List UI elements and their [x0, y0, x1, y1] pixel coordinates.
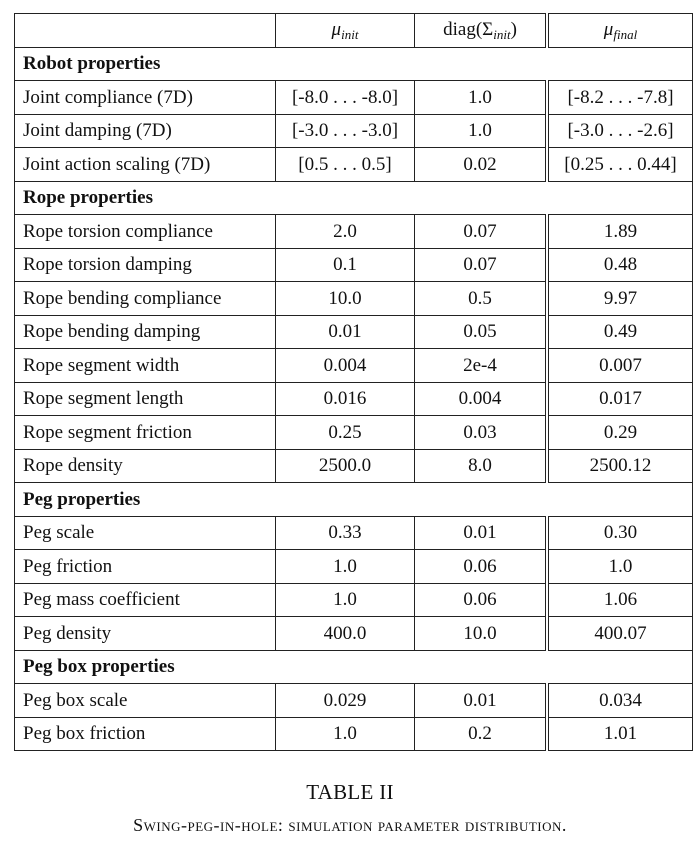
mu-init-cell: [-3.0 . . . -3.0] [276, 114, 415, 148]
table-row [15, 717, 693, 751]
header-mu-final: $\mu_{final}$ [547, 14, 693, 48]
table-row [15, 550, 693, 584]
mu-init-cell: [-8.0 . . . -8.0] [276, 81, 415, 115]
header-row [15, 14, 693, 48]
mu-init-cell: 1.0 [276, 717, 415, 751]
section-title: Rope properties [15, 181, 693, 215]
parameter-name-cell: Peg density [15, 617, 276, 651]
table-row [15, 315, 693, 349]
table-row [15, 81, 693, 115]
mu-final-cell: 1.0 [547, 550, 693, 584]
table-row [15, 382, 693, 416]
table-row [15, 215, 693, 249]
parameter-name-cell: Peg box friction [15, 717, 276, 751]
diag-sigma-init-cell: 0.03 [415, 416, 548, 450]
mu-init-cell: 0.016 [276, 382, 415, 416]
mu-final-cell: 0.017 [547, 382, 693, 416]
table-caption-text: Swing-peg-in-hole: simulation parameter distribution. [133, 815, 567, 835]
table-row [15, 248, 693, 282]
mu-init-cell: 2.0 [276, 215, 415, 249]
mu-init-cell: 0.029 [276, 684, 415, 718]
mu-init-cell: 0.1 [276, 248, 415, 282]
section-header-row [15, 483, 693, 517]
diag-sigma-init-cell: 0.07 [415, 248, 548, 282]
section-title: Robot properties [15, 47, 693, 81]
mu-init-cell: 0.25 [276, 416, 415, 450]
diag-sigma-init-cell: 0.06 [415, 550, 548, 584]
mu-final-cell: 0.30 [547, 516, 693, 550]
mu-init-cell: 0.33 [276, 516, 415, 550]
parameter-name-cell: Rope bending compliance [15, 282, 276, 316]
table-row [15, 516, 693, 550]
mu-final-cell: [-3.0 . . . -2.6] [547, 114, 693, 148]
diag-sigma-init-cell: 0.004 [415, 382, 548, 416]
diag-sigma-init-cell: 2e-4 [415, 349, 548, 383]
parameter-name-cell: Rope segment length [15, 382, 276, 416]
mu-final-cell: 400.07 [547, 617, 693, 651]
diag-sigma-init-cell: 8.0 [415, 449, 548, 483]
mu-init-cell: 0.01 [276, 315, 415, 349]
diag-sigma-init-cell: 0.5 [415, 282, 548, 316]
parameter-name-cell: Joint compliance (7D) [15, 81, 276, 115]
mu-final-cell: 1.89 [547, 215, 693, 249]
mu-init-cell: 2500.0 [276, 449, 415, 483]
mu-final-cell: 0.49 [547, 315, 693, 349]
mu-init-cell: 1.0 [276, 550, 415, 584]
diag-sigma-init-cell: 0.01 [415, 516, 548, 550]
parameter-name-cell: Rope segment width [15, 349, 276, 383]
parameter-name-cell: Rope segment friction [15, 416, 276, 450]
table-row [15, 583, 693, 617]
parameter-name-cell: Rope torsion damping [15, 248, 276, 282]
mu-init-cell: [0.5 . . . 0.5] [276, 148, 415, 182]
parameter-name-cell: Rope torsion compliance [15, 215, 276, 249]
table-row [15, 684, 693, 718]
mu-final-cell: [-8.2 . . . -7.8] [547, 81, 693, 115]
diag-sigma-init-cell: 10.0 [415, 617, 548, 651]
mu-final-cell: [0.25 . . . 0.44] [547, 148, 693, 182]
parameter-name-cell: Peg scale [15, 516, 276, 550]
parameter-name-cell: Peg mass coefficient [15, 583, 276, 617]
table-row [15, 114, 693, 148]
mu-final-cell: 0.29 [547, 416, 693, 450]
mu-init-cell: 10.0 [276, 282, 415, 316]
diag-sigma-init-cell: 0.07 [415, 215, 548, 249]
diag-sigma-init-cell: 0.06 [415, 583, 548, 617]
diag-sigma-init-cell: 0.01 [415, 684, 548, 718]
diag-sigma-init-cell: 1.0 [415, 114, 548, 148]
table-row [15, 416, 693, 450]
diag-sigma-init-cell: 1.0 [415, 81, 548, 115]
diag-sigma-init-cell: 0.02 [415, 148, 548, 182]
mu-final-cell: 9.97 [547, 282, 693, 316]
table-caption-label: TABLE II [306, 780, 394, 804]
mu-init-cell: 400.0 [276, 617, 415, 651]
section-title: Peg properties [15, 483, 693, 517]
table-body [15, 47, 693, 751]
mu-final-cell: 1.06 [547, 583, 693, 617]
mu-final-cell: 1.01 [547, 717, 693, 751]
mu-init-cell: 0.004 [276, 349, 415, 383]
parameter-name-cell: Peg friction [15, 550, 276, 584]
section-header-row [15, 650, 693, 684]
parameter-name-cell: Rope bending damping [15, 315, 276, 349]
header-empty-cell [15, 14, 276, 48]
header-diag-sigma-init: $diag(\Sigma_{init})$ [415, 14, 548, 48]
table-row [15, 349, 693, 383]
mu-final-cell: 0.48 [547, 248, 693, 282]
parameter-name-cell: Joint action scaling (7D) [15, 148, 276, 182]
section-title: Peg box properties [15, 650, 693, 684]
header-mu-init: $\mu_{init}$ [276, 14, 415, 48]
diag-sigma-init-cell: 0.2 [415, 717, 548, 751]
parameter-name-cell: Joint damping (7D) [15, 114, 276, 148]
mu-final-cell: 2500.12 [547, 449, 693, 483]
diag-sigma-init-cell: 0.05 [415, 315, 548, 349]
section-header-row [15, 181, 693, 215]
table-row [15, 148, 693, 182]
parameter-name-cell: Peg box scale [15, 684, 276, 718]
table-row [15, 617, 693, 651]
section-header-row [15, 47, 693, 81]
parameter-table [14, 13, 693, 751]
parameter-name-cell: Rope density [15, 449, 276, 483]
mu-final-cell: 0.007 [547, 349, 693, 383]
table-row [15, 449, 693, 483]
mu-final-cell: 0.034 [547, 684, 693, 718]
table-row [15, 282, 693, 316]
mu-init-cell: 1.0 [276, 583, 415, 617]
